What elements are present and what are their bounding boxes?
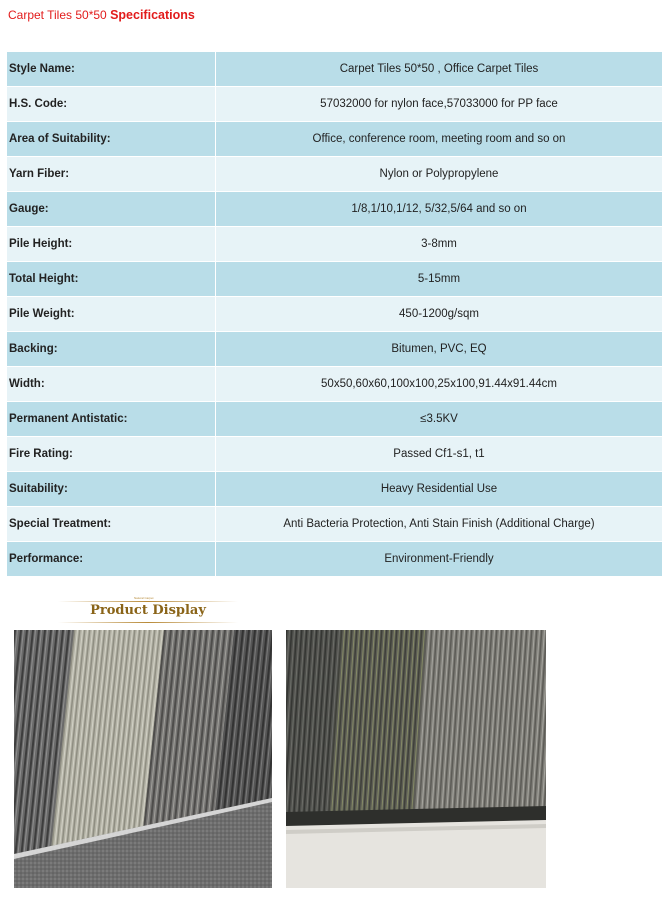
specifications-table <box>6 51 663 577</box>
spec-row <box>7 367 663 402</box>
spec-row <box>7 472 663 507</box>
spec-value: Heavy Residential Use <box>216 472 663 507</box>
spec-label: Total Height: <box>7 262 216 297</box>
divider-top <box>58 601 238 602</box>
spec-value: 50x50,60x60,100x100,25x100,91.44x91.44cm <box>216 367 663 402</box>
divider-bottom <box>58 622 238 623</box>
product-display-small-caption: Natural Carpet <box>134 596 154 600</box>
spec-row <box>7 157 663 192</box>
spec-value: Bitumen, PVC, EQ <box>216 332 663 367</box>
spec-value: Environment-Friendly <box>216 542 663 577</box>
spec-row <box>7 297 663 332</box>
spec-value: 5-15mm <box>216 262 663 297</box>
spec-label: Yarn Fiber: <box>7 157 216 192</box>
spec-label: H.S. Code: <box>7 87 216 122</box>
spec-value: Passed Cf1-s1, t1 <box>216 437 663 472</box>
carpet-photo-2 <box>286 630 546 888</box>
spec-label: Fire Rating: <box>7 437 216 472</box>
spec-value: Carpet Tiles 50*50 , Office Carpet Tiles <box>216 52 663 87</box>
title-bold: Specifications <box>110 8 195 22</box>
page-title <box>8 8 195 22</box>
spec-value: 1/8,1/10,1/12, 5/32,5/64 and so on <box>216 192 663 227</box>
spec-label: Area of Suitability: <box>7 122 216 157</box>
spec-row <box>7 87 663 122</box>
spec-row <box>7 227 663 262</box>
spec-label: Performance: <box>7 542 216 577</box>
spec-value: ≤3.5KV <box>216 402 663 437</box>
carpet-photo-2-image <box>286 630 546 888</box>
spec-row <box>7 542 663 577</box>
spec-label: Backing: <box>7 332 216 367</box>
carpet-photo-1-image <box>14 630 272 888</box>
spec-row <box>7 192 663 227</box>
spec-row <box>7 402 663 437</box>
title-main: Carpet Tiles 50*50 <box>8 8 107 22</box>
spec-label: Style Name: <box>7 52 216 87</box>
spec-value: 3-8mm <box>216 227 663 262</box>
spec-row <box>7 262 663 297</box>
spec-label: Pile Weight: <box>7 297 216 332</box>
spec-label: Width: <box>7 367 216 402</box>
spec-row <box>7 122 663 157</box>
spec-label: Special Treatment: <box>7 507 216 542</box>
spec-row <box>7 507 663 542</box>
spec-value: 57032000 for nylon face,57033000 for PP face <box>216 87 663 122</box>
spec-value: 450-1200g/sqm <box>216 297 663 332</box>
spec-label: Permanent Antistatic: <box>7 402 216 437</box>
spec-value: Anti Bacteria Protection, Anti Stain Finish (Additional Charge) <box>216 507 663 542</box>
spec-label: Pile Height: <box>7 227 216 262</box>
spec-label: Gauge: <box>7 192 216 227</box>
product-display-heading <box>58 596 238 626</box>
spec-row <box>7 332 663 367</box>
spec-value: Nylon or Polypropylene <box>216 157 663 192</box>
carpet-photo-1 <box>14 630 272 888</box>
spec-row <box>7 52 663 87</box>
spec-label: Suitability: <box>7 472 216 507</box>
spec-value: Office, conference room, meeting room and so on <box>216 122 663 157</box>
spec-row <box>7 437 663 472</box>
product-display-title: Product Display <box>90 603 206 618</box>
